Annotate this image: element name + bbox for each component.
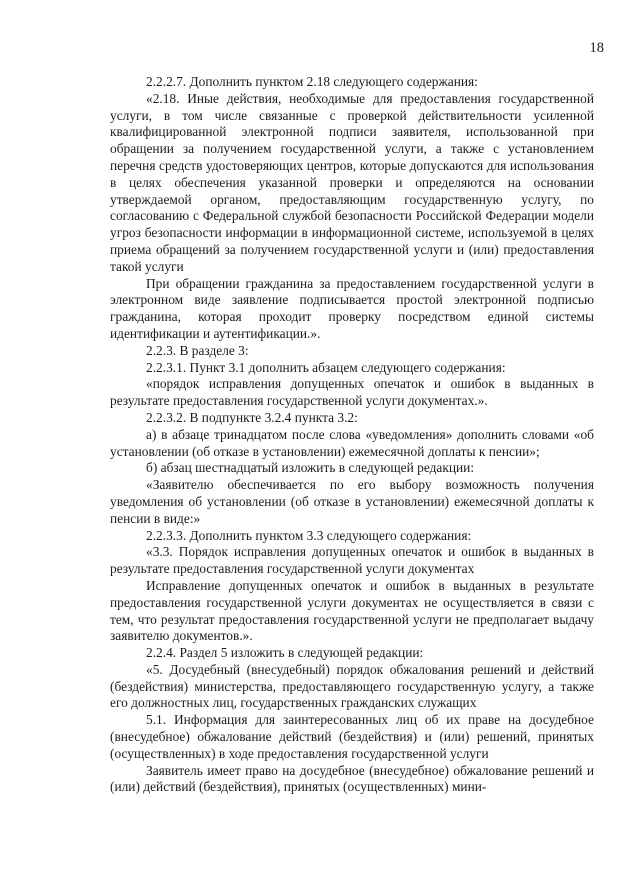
paragraph: 2.2.3. В разделе 3: xyxy=(146,342,249,358)
page-number: 18 xyxy=(589,40,604,56)
paragraph: «2.18. Иные действия, необходимые для предоставления государственной услуги, в том числе связанные с проверкой действительности усиленной квалифицированной электронной подписи заявителя, использованной при обращении за получением государственной услуги, а также с установлением перечня средств удостоверяющих центров, которые допускаются для использования в целях обеспечения указанной проверки и определяются на основании утверждаемой органом, предоставляющим государственную услугу, по согласованию с Федеральной службой безопасности Российской Федерации модели угроз безопасности информации в информационной системе, используемой в целях приема обращений за получением государственной услуги и (или) предоставления такой услуги xyxy=(110,90,594,274)
paragraph: Заявитель имеет право на досудебное (внесудебное) обжалование решений и (или) действий (бездействия), принятых (осуществленных) мини- xyxy=(110,762,594,795)
paragraph: 2.2.3.3. Дополнить пунктом 3.3 следующего содержания: xyxy=(146,527,472,543)
paragraph: 2.2.2.7. Дополнить пунктом 2.18 следующего содержания: xyxy=(146,74,478,89)
document-body xyxy=(110,74,594,796)
paragraph: «3.3. Порядок исправления допущенных опечаток и ошибок в выданных в результате предоставления государственной услуги документах xyxy=(110,544,594,577)
paragraph: При обращении гражданина за предоставлением государственной услуги в электронном виде заявление подписывается простой электронной подписью гражданина, которая проходит проверку посредством единой системы идентификации и аутентификации.». xyxy=(110,275,594,341)
paragraph: «5. Досудебный (внесудебный) порядок обжалования решений и действий (бездействия) министерства, предоставляющего государственную услугу, а также его должностных лиц, государственных гражданских служащих xyxy=(110,661,594,711)
paragraph: 2.2.3.2. В подпункте 3.2.4 пункта 3.2: xyxy=(146,409,358,425)
paragraph: б) абзац шестнадцатый изложить в следующей редакции: xyxy=(146,460,475,476)
paragraph: Исправление допущенных опечаток и ошибок в выданных в результате предоставления государственной услуги документах не осуществляется в связи с тем, что результат предоставления государственной услуги не предполагает выдачу заявителю документов.». xyxy=(110,577,594,644)
paragraph: «Заявителю обеспечивается по его выбору возможность получения уведомления об установлении (об отказе в установлении) ежемесячной доплаты к пенсии в виде:» xyxy=(110,477,594,526)
paragraph: а) в абзаце тринадцатом после слова «уведомления» дополнить словами «об установлении (об отказе в установлении) ежемесячной доплаты к пенсии»; xyxy=(110,426,594,459)
paragraph: 5.1. Информация для заинтересованных лиц об их праве на досудебное (внесудебное) обжалование действий (бездействия) и (или) решений, принятых (осуществленных) в ходе предоставления государственной услуги xyxy=(110,712,594,761)
paragraph: «порядок исправления допущенных опечаток и ошибок в выданных в результате предоставления государственной услуги документах.». xyxy=(110,376,594,409)
paragraph: 2.2.3.1. Пункт 3.1 дополнить абзацем следующего содержания: xyxy=(146,359,506,375)
paragraph: 2.2.4. Раздел 5 изложить в следующей редакции: xyxy=(146,645,424,661)
